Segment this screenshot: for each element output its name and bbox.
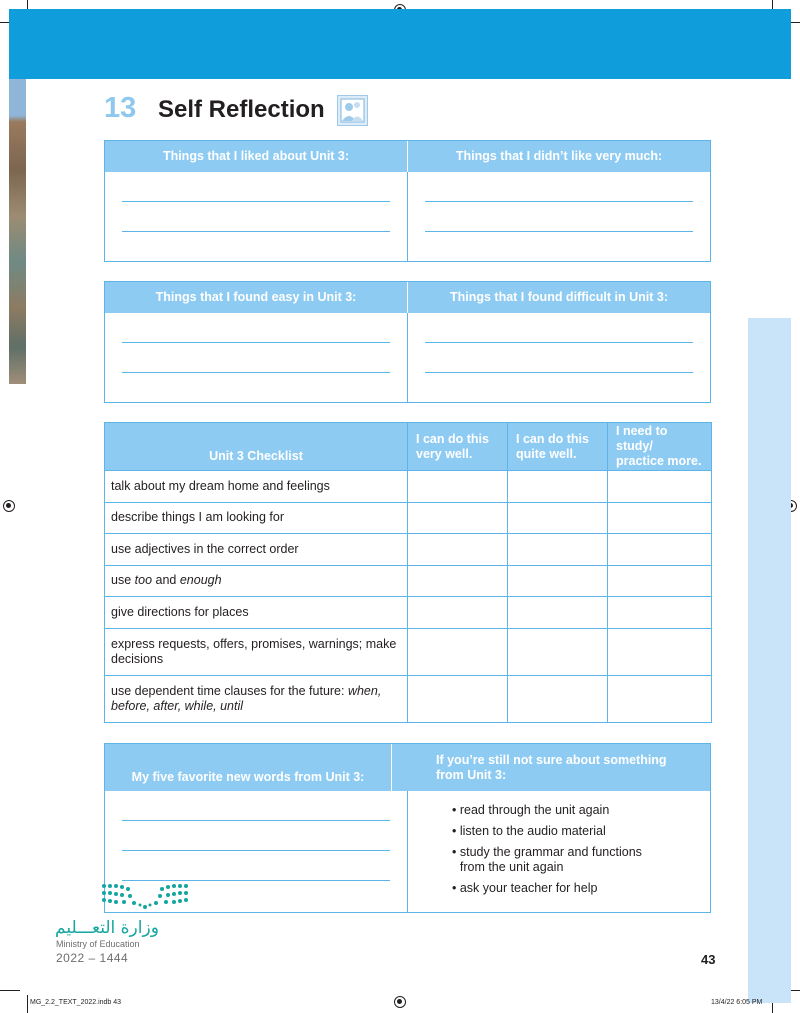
ministry-name-arabic: وزارة التعـــليم [55,918,159,938]
writing-line [122,342,390,343]
likes-header: Things that I liked about Unit 3: [162,149,350,163]
ministry-name-english: Ministry of Education [56,939,140,949]
rating-cell[interactable] [608,675,712,722]
favorite-words-box [104,743,711,913]
rating-cell[interactable] [508,565,608,597]
registration-mark-icon [394,996,406,1008]
writing-line [122,231,390,232]
crop-mark [0,990,20,991]
print-slug-date: 13/4/22 6:05 PM [711,999,763,1006]
checklist-item: give directions for places [105,597,408,629]
tip-item: • listen to the audio material [452,824,710,839]
rating-cell[interactable] [508,597,608,629]
rating-cell[interactable] [508,471,608,503]
lesson-number: 13 [104,92,137,124]
tip-item: • ask your teacher for help [452,881,710,896]
checklist-title: Unit 3 Checklist [105,423,408,471]
side-color-bar [748,318,791,1003]
checklist-item: use too and enough [105,565,408,597]
rating-cell[interactable] [408,628,508,675]
tip-item: • read through the unit again [452,803,710,818]
rating-cell[interactable] [508,675,608,722]
dislikes-header: Things that I didn’t like very much: [407,141,710,172]
rating-cell[interactable] [608,534,712,566]
rating-cell[interactable] [408,597,508,629]
crop-mark [27,995,28,1013]
easy-writing-area[interactable] [105,313,407,402]
difficult-writing-area[interactable] [407,313,710,402]
tips-header-line: from Unit 3: [436,767,507,782]
rating-cell[interactable] [508,628,608,675]
easy-difficult-box [104,281,711,403]
column-header: I need to study/ practice more. [608,423,712,471]
checklist-item: describe things I am looking for [105,502,408,534]
dislikes-writing-area[interactable] [407,172,710,261]
column-header: I can do this very well. [408,423,508,471]
print-slug-file: MG_2.2_TEXT_2022.indb 43 [30,999,122,1006]
tips-header [391,744,710,791]
ministry-logo-icon [100,882,190,912]
page-title: Self Reflection [158,96,325,123]
rating-cell[interactable] [408,565,508,597]
easy-header: Things that I found easy in Unit 3: [155,290,357,304]
writing-line [122,201,390,202]
table-row [105,675,712,722]
likes-box [104,140,711,262]
table-row [105,628,712,675]
rating-cell[interactable] [608,502,712,534]
writing-line [122,880,390,881]
table-row [105,471,712,503]
column-header: I can do this quite well. [508,423,608,471]
checklist-item: use dependent time clauses for the future: when, before, after, while, until [105,675,408,722]
writing-line [122,820,390,821]
difficult-header: Things that I found difficult in Unit 3: [407,282,710,313]
tip-item [452,845,710,875]
likes-writing-area[interactable] [105,172,407,261]
checklist-item: use adjectives in the correct order [105,534,408,566]
tips-list [408,791,710,896]
table-row [105,597,712,629]
tip-item-text: study the grammar and functions from the unit again [459,845,642,874]
rating-cell[interactable] [608,565,712,597]
writing-line [425,201,693,202]
rating-cell[interactable] [408,534,508,566]
rating-cell[interactable] [608,471,712,503]
self-reflection-icon [337,95,368,126]
rating-cell[interactable] [408,502,508,534]
rating-cell[interactable] [608,628,712,675]
rating-cell[interactable] [408,675,508,722]
rating-cell[interactable] [508,502,608,534]
table-row [105,534,712,566]
table-row [105,565,712,597]
top-banner [9,9,791,79]
unit-checklist-table [104,422,712,723]
tips-column [407,791,710,912]
rating-cell[interactable] [408,471,508,503]
checklist-item: talk about my dream home and feelings [105,471,408,503]
page-number: 43 [701,952,716,967]
checklist-item: express requests, offers, promises, warnings; make decisions [105,628,408,675]
tips-header-line: If you’re still not sure about something [436,752,667,767]
writing-line [425,231,693,232]
edition-year: 2022 – 1444 [56,951,129,965]
favorite-words-header: My five favorite new words from Unit 3: [131,770,365,784]
side-photo-strip [9,79,26,384]
registration-mark-icon [3,500,15,512]
writing-line [425,342,693,343]
table-row [105,502,712,534]
writing-line [122,850,390,851]
writing-line [122,372,390,373]
writing-line [425,372,693,373]
rating-cell[interactable] [608,597,712,629]
rating-cell[interactable] [508,534,608,566]
